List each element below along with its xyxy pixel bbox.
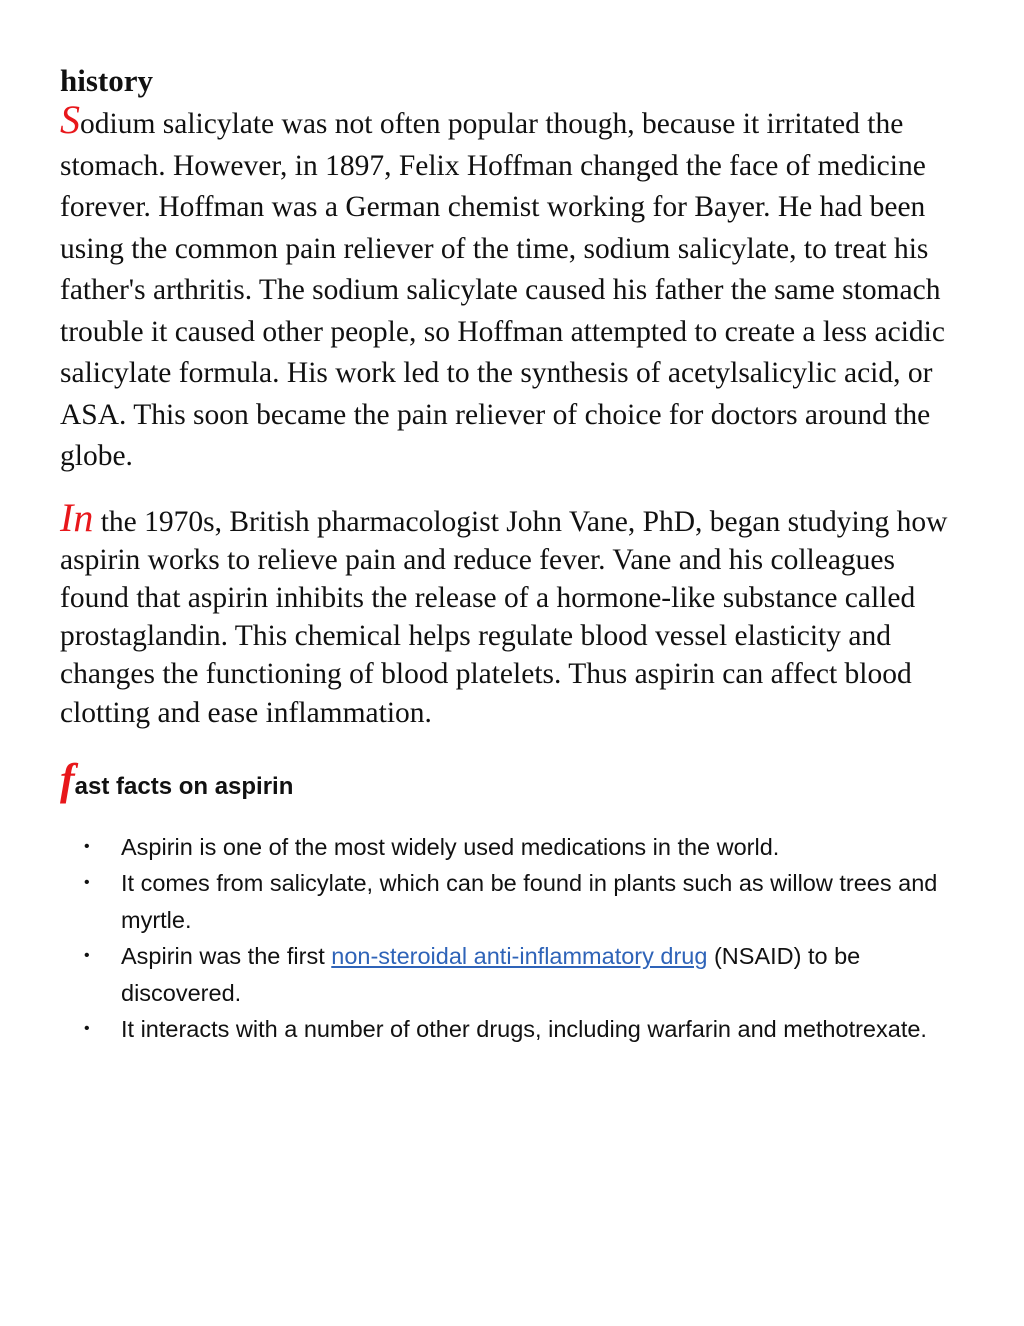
bullet-icon: • — [84, 874, 90, 892]
paragraph-history — [60, 97, 970, 478]
drop-cap-s: S — [60, 97, 80, 142]
paragraph-vane — [60, 494, 970, 732]
fast-facts-title: ast facts on aspirin — [74, 772, 294, 800]
list-item-text-before: Aspirin was the first — [121, 943, 332, 970]
document-page — [60, 62, 970, 1048]
section-title: history — [60, 63, 153, 98]
bullet-icon: • — [84, 947, 90, 965]
fast-facts-heading — [60, 754, 970, 807]
bullet-icon: • — [84, 1020, 90, 1038]
nsaid-link[interactable]: non-steroidal anti-inflammatory drug — [331, 943, 708, 970]
drop-cap-in: In — [60, 494, 94, 540]
list-item-text-after: (NSAID) to be discovered. — [121, 943, 861, 1006]
fast-facts-list — [60, 829, 970, 1048]
list-item-text: It interacts with a number of other drugs, including warfarin and methotrexate. — [121, 1016, 927, 1043]
list-item — [60, 938, 970, 1011]
list-item — [60, 1011, 970, 1048]
bullet-icon: • — [84, 837, 90, 855]
paragraph-vane-text: the 1970s, British pharmacologist John Vane, PhD, began studying how aspirin works to relieve pain and reduce fever. Vane and his colleagues found that aspirin inhibits the release of a hormone-like substance called prostaglandin. This chemical helps regulate blood vessel elasticity and changes the functioning of blood platelets. Thus aspirin can affect blood clotting and ease inflammation. — [60, 505, 948, 729]
list-item — [60, 865, 970, 938]
list-item-text: It comes from salicylate, which can be found in plants such as willow trees and myrtle. — [121, 870, 938, 933]
paragraph-history-text: odium salicylate was not often popular though, because it irritated the stomach. However, in 1897, Felix Hoffman changed the face of medicine forever. Hoffman was a German chemist working for Bayer. He had been using the common pain reliever of the time, sodium salicylate, to treat his father's arthritis. The sodium salicylate caused his father the same stomach trouble it caused other people, so Hoffman attempted to create a less acidic salicylate formula. His work led to the synthesis of acetylsalicylic acid, or ASA. This soon became the pain reliever of choice for doctors around the globe. — [60, 108, 945, 472]
drop-cap-f: f — [60, 754, 75, 804]
list-item-text: Aspirin is one of the most widely used medications in the world. — [121, 833, 780, 860]
list-item — [60, 829, 970, 866]
